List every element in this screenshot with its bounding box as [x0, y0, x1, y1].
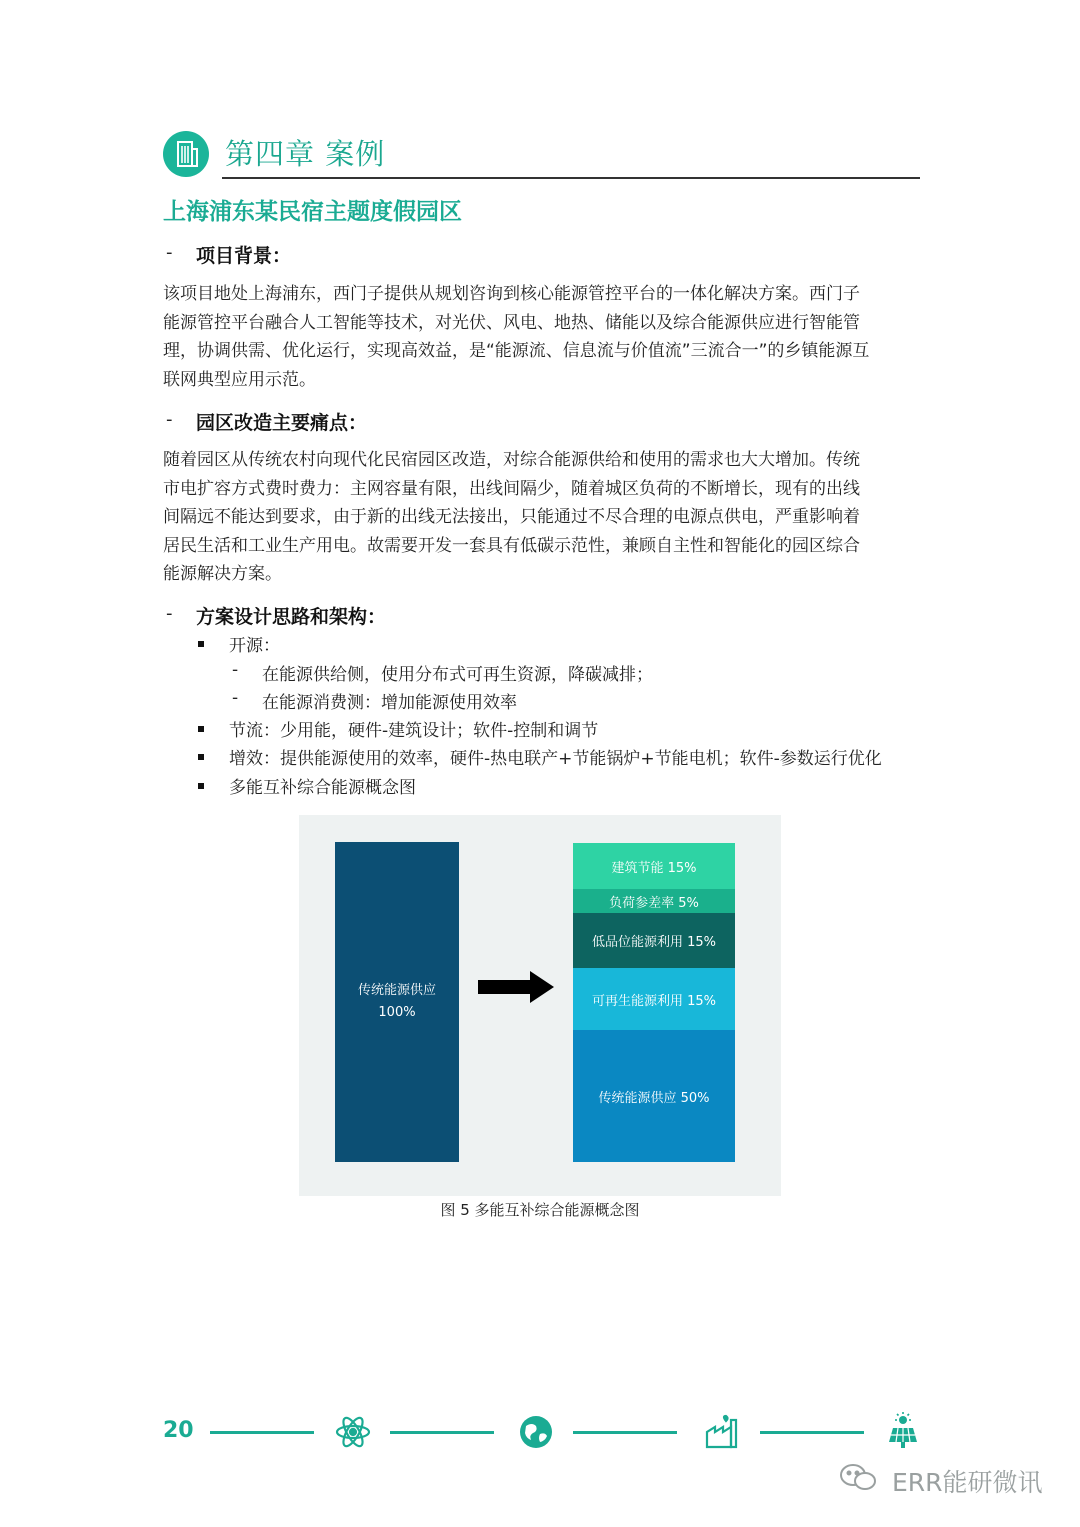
footer-divider	[390, 1431, 494, 1434]
stack-segment-load-diversity: 负荷参差率 5%	[573, 889, 735, 913]
bullet-square	[198, 641, 204, 647]
background-heading: 项目背景：	[196, 245, 292, 267]
heading-dash: -	[166, 603, 173, 624]
sub-item-supply: 在能源供给侧，使用分布式可再生资源，降碳减排；	[262, 665, 653, 685]
footer-divider	[210, 1431, 314, 1434]
pain-points-paragraph	[163, 446, 923, 589]
paragraph-line: 该项目地处上海浦东，西门子提供从规划咨询到核心能源管控平台的一体化解决方案。西门子	[163, 284, 860, 304]
arrow-right-icon	[476, 969, 556, 1009]
paragraph-line: 居民生活和工业生产用电。故需要开发一套具有低碳示范性，兼顾自主性和智能化的园区综合	[163, 535, 860, 556]
sub-dash: -	[232, 688, 239, 708]
paragraph-line: 随着园区从传统农村向现代化民宿园区改造，对综合能源供给和使用的需求也大大增加。传统	[163, 450, 860, 470]
heading-dash: -	[166, 242, 173, 263]
left-bar-value: 100%	[378, 1005, 416, 1020]
section-title: 上海浦东某民宿主题度假园区	[163, 199, 462, 225]
globe-icon	[518, 1414, 554, 1450]
design-heading: 方案设计思路和架构：	[196, 606, 387, 628]
bullet-concept: 多能互补综合能源概念图	[229, 778, 416, 798]
paragraph-line: 理，协调供需、优化运行，实现高效益，是“能源流、信息流与价值流”三流合一”的乡镇能源互	[163, 341, 870, 361]
bullet-square	[198, 783, 204, 789]
solar-panel-icon	[884, 1412, 920, 1448]
bullet-square	[198, 754, 204, 760]
paragraph-line: 能源解决方案。	[163, 564, 282, 584]
heading-dash: -	[166, 409, 173, 430]
stack-segment-low-grade-energy: 低品位能源利用 15%	[573, 913, 735, 968]
left-bar-label: 传统能源供应	[357, 983, 436, 998]
paragraph-line: 能源管控平台融合人工智能等技术，对光伏、风电、地热、储能以及综合能源供应进行智能管	[163, 312, 860, 333]
chapter-divider	[222, 177, 920, 179]
footer-divider	[760, 1431, 864, 1434]
stack-segment-building-efficiency: 建筑节能 15%	[573, 843, 735, 889]
paragraph-line: 联网典型应用示范。	[163, 369, 316, 390]
bullet-zengxiao: 增效：提供能源使用的效率，硬件-热电联产+节能锅炉+节能电机；软件-参数运行优化	[229, 749, 882, 769]
bullet-square	[198, 726, 204, 732]
page-number: 20	[163, 1418, 194, 1443]
factory-icon	[704, 1414, 740, 1450]
sub-item-consumption: 在能源消费测：增加能源使用效率	[262, 693, 517, 713]
bullet-kaiyuan: 开源：	[229, 636, 280, 656]
bullet-jieliu: 节流：少用能，硬件-建筑设计；软件-控制和调节	[229, 721, 599, 741]
sub-dash: -	[232, 660, 239, 680]
paragraph-line: 间隔远不能达到要求，由于新的出线无法接出，只能通过不尽合理的电源点供电，严重影响着	[163, 507, 860, 527]
chapter-title: 第四章 案例	[225, 137, 386, 171]
pain-points-heading: 园区改造主要痛点：	[196, 412, 368, 434]
left-bar-traditional-supply	[335, 842, 459, 1162]
background-paragraph	[163, 280, 923, 394]
atom-icon	[335, 1414, 371, 1450]
watermark-text: ERR能研微讯	[891, 1468, 1043, 1497]
chapter-building-icon	[163, 131, 209, 177]
wechat-icon	[838, 1462, 878, 1500]
stack-segment-renewable-energy: 可再生能源利用 15%	[573, 968, 735, 1030]
figure-caption: 图 5 多能互补综合能源概念图	[440, 1201, 640, 1219]
paragraph-line: 市电扩容方式费时费力：主网容量有限，出线间隔少，随着城区负荷的不断增长，现有的出线	[163, 478, 860, 499]
footer-divider	[573, 1431, 677, 1434]
stack-segment-traditional-supply: 传统能源供应 50%	[573, 1030, 735, 1162]
watermark	[838, 1462, 1043, 1500]
